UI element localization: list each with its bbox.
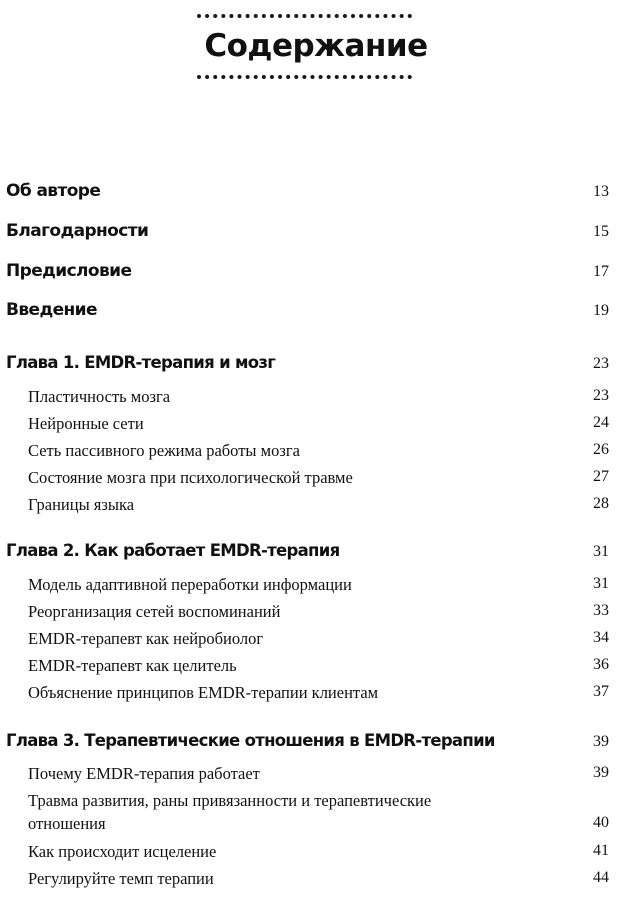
toc-entry-page: 17: [593, 263, 609, 280]
toc-section-label: Почему EMDR-терапия работает: [28, 764, 260, 783]
toc-section-label: Регулируйте темп терапии: [28, 869, 214, 888]
toc-section-label: Пластичность мозга: [28, 387, 171, 406]
toc-entry-label: Предисловие: [6, 261, 132, 281]
toc-section-label: Границы языка: [28, 495, 135, 514]
toc-entry[interactable]: [0, 221, 632, 247]
toc-chapter-page: 23: [593, 355, 609, 372]
toc-chapter-heading[interactable]: [0, 731, 632, 757]
toc-entry-label: Введение: [6, 300, 97, 320]
toc-section[interactable]: [0, 441, 632, 467]
toc-section[interactable]: [0, 575, 632, 601]
toc-entry-label: Благодарности: [6, 221, 149, 241]
toc-entry[interactable]: [0, 261, 632, 287]
toc-chapter-label: Глава 2. Как работает EMDR-терапия: [6, 541, 340, 560]
toc-section-label: EMDR-терапевт как целитель: [28, 656, 237, 675]
toc-section-page: 24: [593, 414, 609, 431]
title-dots-top: [197, 14, 412, 18]
toc-section[interactable]: [0, 414, 632, 440]
toc-section-page: 41: [593, 842, 609, 859]
toc-section[interactable]: [0, 791, 632, 839]
toc-section-page: 44: [593, 869, 609, 886]
toc-section-page: 34: [593, 629, 609, 646]
toc-section-label-continued: отношения: [28, 814, 106, 833]
toc-section-page: 36: [593, 656, 609, 673]
toc-section-page: 28: [593, 495, 609, 512]
toc-chapter-page: 39: [593, 733, 609, 750]
toc-section-page: 39: [593, 764, 609, 781]
toc-section-page: 23: [593, 387, 609, 404]
toc-section[interactable]: [0, 656, 632, 682]
toc-section-label: EMDR-терапевт как нейробиолог: [28, 629, 264, 648]
toc-section[interactable]: [0, 495, 632, 521]
toc-section-label: Как происходит исцеление: [28, 842, 217, 861]
toc-section-page: 37: [593, 683, 609, 700]
toc-entry-label: Об авторе: [6, 181, 101, 201]
toc-section-label: Нейронные сети: [28, 414, 144, 433]
toc-chapter-label: Глава 3. Терапевтические отношения в EMDR-терапии: [6, 731, 495, 750]
toc-section[interactable]: [0, 869, 632, 895]
toc-chapter-label: Глава 1. EMDR-терапия и мозг: [6, 353, 276, 372]
toc-section-label: Состояние мозга при психологической травме: [28, 468, 353, 487]
toc-entry-page: 15: [593, 223, 609, 240]
toc-chapter-page: 31: [593, 543, 609, 560]
toc-section-page: 27: [593, 468, 609, 485]
toc-entry[interactable]: [0, 300, 632, 326]
toc-section-label: Модель адаптивной переработки информации: [28, 575, 352, 594]
toc-section-page: 33: [593, 602, 609, 619]
toc-section-label: Травма развития, раны привязанности и терапевтические: [28, 791, 432, 810]
toc-entry-page: 13: [593, 183, 609, 200]
toc-section[interactable]: [0, 387, 632, 413]
toc-section-page: 40: [593, 814, 609, 831]
toc-section-label: Объяснение принципов EMDR-терапии клиентам: [28, 683, 379, 702]
toc-section-page: 31: [593, 575, 609, 592]
toc-section[interactable]: [0, 764, 632, 790]
toc-entry-page: 19: [593, 302, 609, 319]
toc-section[interactable]: [0, 468, 632, 494]
toc-chapter-heading[interactable]: [0, 541, 632, 567]
toc-section-label: Реорганизация сетей воспоминаний: [28, 602, 281, 621]
toc-chapter-heading[interactable]: [0, 353, 632, 379]
toc-section[interactable]: [0, 629, 632, 655]
toc-entry[interactable]: [0, 181, 632, 207]
page-title: Содержание: [204, 28, 428, 64]
toc-section[interactable]: [0, 602, 632, 628]
toc-section-page: 26: [593, 441, 609, 458]
title-dots-bottom: [197, 75, 412, 79]
toc-section-label: Сеть пассивного режима работы мозга: [28, 441, 300, 460]
toc-section[interactable]: [0, 842, 632, 868]
toc-section[interactable]: [0, 683, 632, 709]
